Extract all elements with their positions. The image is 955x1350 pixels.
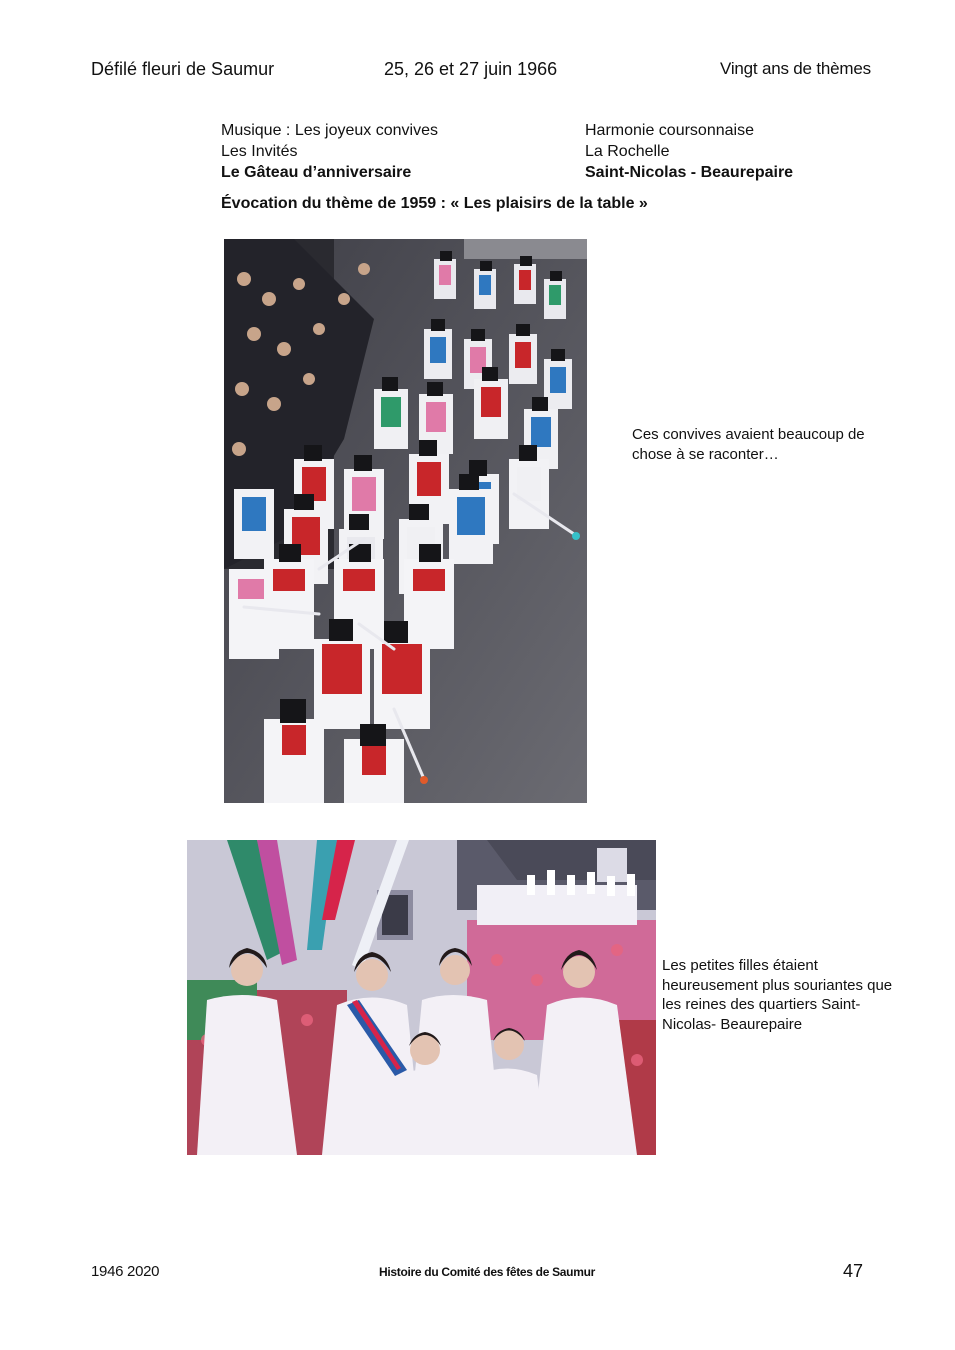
queens-photo — [187, 840, 656, 1155]
program-line: Les Invités — [221, 143, 298, 160]
program-line-bold: Le Gâteau d’anniversaire — [221, 164, 412, 181]
footer-years: 1946 2020 — [91, 1263, 160, 1280]
header-right-title: Vingt ans de thèmes — [720, 59, 871, 78]
program-line: Musique : Les joyeux convives — [221, 122, 438, 139]
program-left-column — [221, 120, 438, 183]
program-line: Harmonie coursonnaise — [585, 122, 754, 139]
header-left-title: Défilé fleuri de Saumur — [91, 59, 275, 79]
program-line-bold: Saint-Nicolas - Beaurepaire — [585, 164, 794, 181]
evocation-heading: Évocation du thème de 1959 : « Les plaisirs de la table » — [221, 195, 648, 212]
footer-book-title: Histoire du Comité des fêtes de Saumur — [379, 1265, 595, 1279]
parade-photo-illustration — [224, 239, 587, 803]
parade-photo-caption: Ces convives avaient beaucoup de chose à se raconter… — [632, 426, 865, 463]
header-dates: 25, 26 et 27 juin 1966 — [384, 59, 558, 79]
program-line: La Rochelle — [585, 143, 670, 160]
queens-photo-caption: Les petites filles étaient heureusement plus souriantes que les reines des quartiers Saint-Nicolas- Beaurepaire — [662, 957, 893, 1033]
queens-photo-illustration — [187, 840, 656, 1155]
program-right-column — [585, 120, 793, 183]
page-number: 47 — [843, 1261, 864, 1281]
parade-photo — [224, 239, 587, 803]
